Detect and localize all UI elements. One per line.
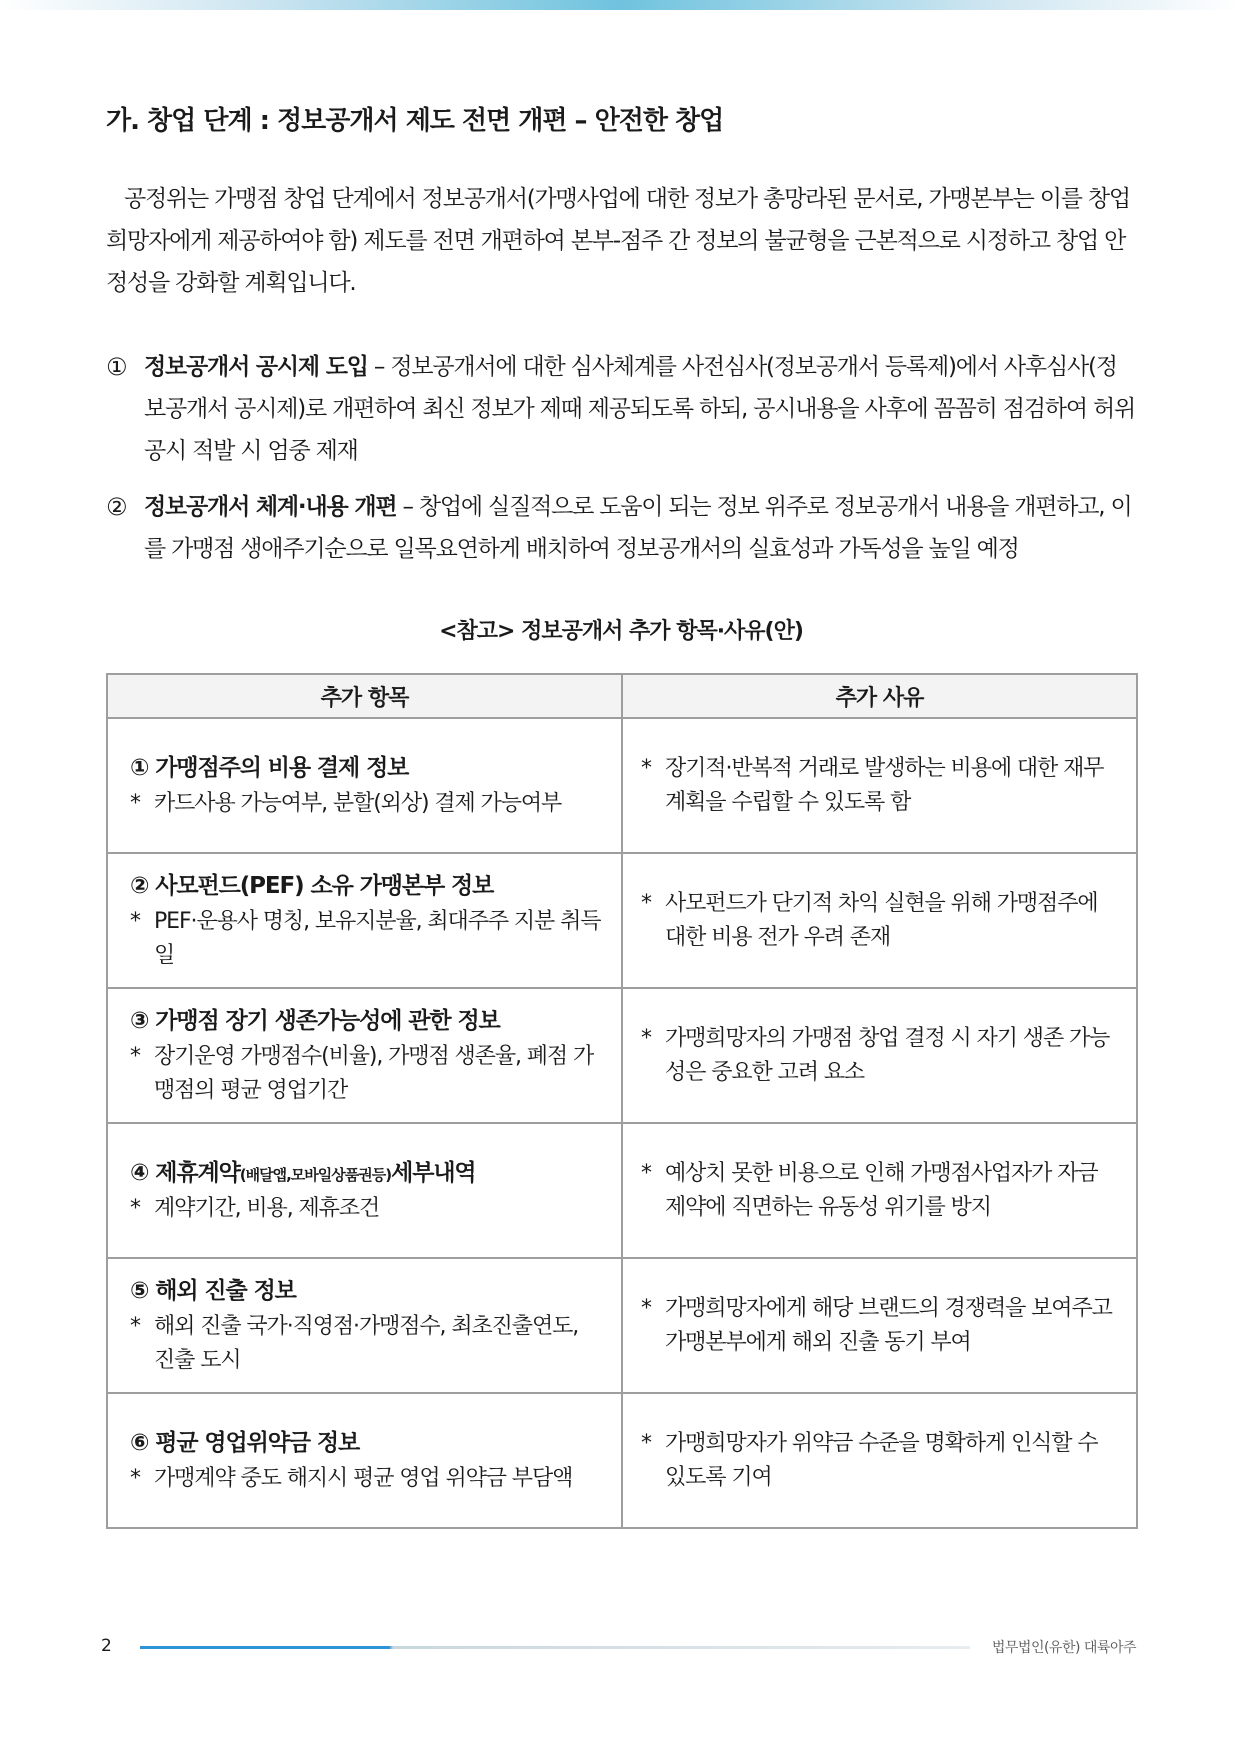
bullet-item [106,346,1136,472]
item-title: ② 사모펀드(PEF) 소유 가맹본부 정보 [130,872,494,899]
item-detail: * 장기운영 가맹점수(비율), 가맹점 생존율, 폐점 가맹점의 평균 영업기간 [130,1043,594,1103]
bullet-text: – 정보공개서에 대한 심사체계를 사전심사(정보공개서 등록제)에서 사후심사(정보공개서 공시제)로 개편하여 최신 정보가 제때 제공되도록 하되, 공시내용을 사후에 꼼꼼히 점검하여 허위공시 적발 시 엄중 제재 [144,354,1135,464]
item-cell [107,853,622,988]
item-cell [107,1258,622,1393]
firm-name: 법무법인(유한) 대륙아주 [991,1640,1136,1656]
reason-cell [622,1258,1137,1393]
reason-cell [622,1123,1137,1258]
column-header-item: 추가 항목 [107,674,622,718]
footer-progress-line [140,1646,970,1649]
bullet-item [106,486,1136,570]
reason-cell [622,1393,1137,1528]
bullet-heading: 정보공개서 체계·내용 개편 [144,494,397,520]
item-title: ④ 제휴계약(배달앱,모바일상품권등)세부내역 [130,1159,476,1186]
item-title: ① 가맹점주의 비용 결제 정보 [130,754,409,781]
reason-text: * 가맹희망자에게 해당 브랜드의 경쟁력을 보여주고 가맹본부에게 해외 진출 동기 부여 [641,1295,1112,1355]
reason-text: * 가맹희망자의 가맹점 창업 결정 시 자기 생존 가능성은 중요한 고려 요소 [641,1025,1110,1085]
item-detail: * 가맹계약 중도 해지시 평균 영업 위약금 부담액 [130,1465,573,1491]
reason-cell [622,853,1137,988]
item-title: ⑥ 평균 영업위약금 정보 [130,1429,360,1456]
reason-text: * 장기적·반복적 거래로 발생하는 비용에 대한 재무계획을 수립할 수 있도록 함 [641,755,1104,815]
table-row [107,1393,1137,1528]
item-cell [107,988,622,1123]
bullet-number: ② [106,493,127,521]
section-title: 가. 창업 단계 : 정보공개서 제도 전면 개편 – 안전한 창업 [106,106,724,136]
table-row [107,1258,1137,1393]
item-detail: * 계약기간, 비용, 제휴조건 [130,1195,380,1221]
reason-cell [622,718,1137,853]
table-row [107,718,1137,853]
top-accent-bar [0,0,1241,10]
bullet-content [144,486,1136,570]
table-row [107,1123,1137,1258]
reason-cell [622,988,1137,1123]
item-detail: * 해외 진출 국가·직영점·가맹점수, 최초진출연도, 진출 도시 [130,1313,579,1373]
bullet-content [144,346,1136,472]
page-number: 2 [101,1636,112,1656]
item-cell [107,718,622,853]
bullet-text: – 창업에 실질적으로 도움이 되는 정보 위주로 정보공개서 내용을 개편하고, 이를 가맹점 생애주기순으로 일목요연하게 배치하여 정보공개서의 실효성과 가독성을 높일 예정 [144,494,1132,562]
reference-table [106,673,1138,1529]
item-title: ③ 가맹점 장기 생존가능성에 관한 정보 [130,1007,500,1034]
reason-text: * 예상치 못한 비용으로 인해 가맹점사업자가 자금 제약에 직면하는 유동성 위기를 방지 [641,1160,1098,1220]
table-row [107,988,1137,1123]
item-detail: * PEF·운용사 명칭, 보유지분율, 최대주주 지분 취득일 [130,908,601,968]
intro-paragraph: 공정위는 가맹점 창업 단계에서 정보공개서(가맹사업에 대한 정보가 총망라된 문서로, 가맹본부는 이를 창업희망자에게 제공하여야 함) 제도를 전면 개편하여 본부-점주 간 정보의 불균형을 근본적으로 시정하고 창업 안정성을 강화할 계획입니다. [106,186,1130,296]
bullet-number: ① [106,353,127,381]
item-cell [107,1393,622,1528]
reason-text: * 사모펀드가 단기적 차익 실현을 위해 가맹점주에 대한 비용 전가 우려 존재 [641,890,1098,950]
table-header-row [107,674,1137,718]
item-detail: * 카드사용 가능여부, 분할(외상) 결제 가능여부 [130,790,562,816]
table-row [107,853,1137,988]
item-title: ⑤ 해외 진출 정보 [130,1277,296,1304]
bullet-heading: 정보공개서 공시제 도입 [144,354,368,380]
item-cell [107,1123,622,1258]
column-header-reason: 추가 사유 [622,674,1137,718]
reason-text: * 가맹희망자가 위약금 수준을 명확하게 인식할 수 있도록 기여 [641,1430,1098,1490]
reference-caption: <참고> 정보공개서 추가 항목·사유(안) [439,619,803,644]
